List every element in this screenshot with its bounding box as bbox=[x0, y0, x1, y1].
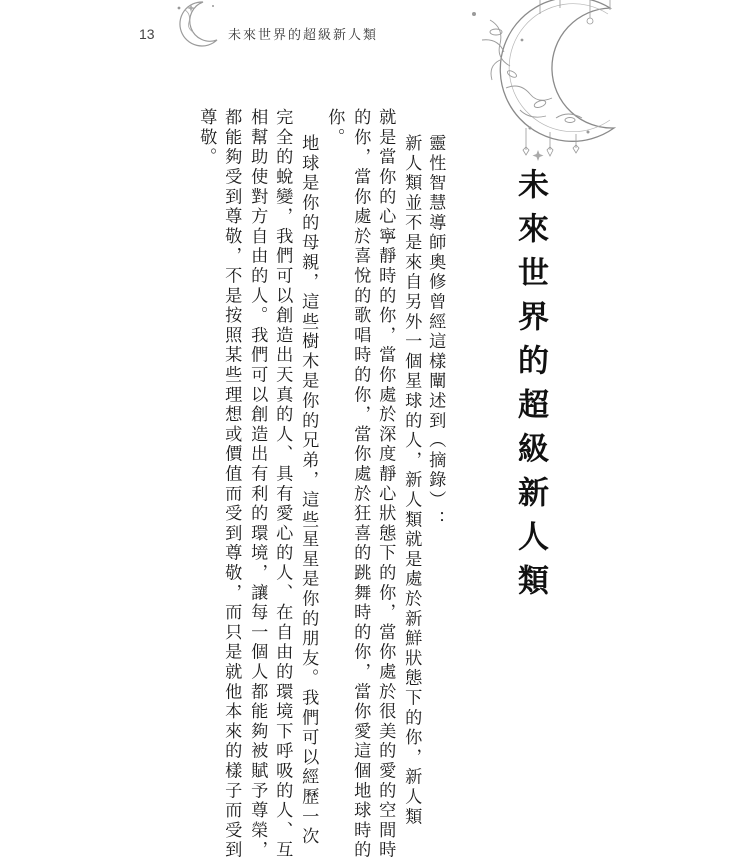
body-line: 靈性智慧導師奧修曾經這樣闡述到（摘錄）： bbox=[425, 134, 446, 530]
body-line: 就是當你的心寧靜時的你，當你處於深度靜心狀態下的你，當你處於很美的愛的空間時 bbox=[375, 108, 396, 860]
body-line: 地球是你的母親，這些樹木是你的兄弟，這些星星是你的朋友。我們可以經歷一次 bbox=[298, 134, 319, 847]
body-line: 新人類並不是來自另外一個星球的人，新人類就是處於新鮮狀態下的你，新人類 bbox=[401, 134, 422, 827]
crescent-moon-ornament-large bbox=[460, 0, 630, 170]
chapter-title: 未來世界的超級新人類 bbox=[512, 168, 548, 608]
body-line: 尊敬。 bbox=[196, 108, 217, 168]
body-line: 你。 bbox=[324, 108, 345, 148]
running-title: 未來世界的超級新人類 bbox=[228, 28, 379, 43]
body-line: 完全的蛻變，我們可以創造出天真的人、具有愛心的人、在自由的環境下呼吸的人、互 bbox=[272, 108, 293, 860]
page-number: 13 bbox=[139, 26, 155, 42]
body-line: 相幫助使對方自由的人。我們可以創造出有利的環境，讓每一個人都能夠被賦予尊榮， bbox=[247, 108, 268, 860]
body-line: 的你，當你處於喜悅的歌唱時的你，當你處於狂喜的跳舞時的你，當你愛這個地球時的 bbox=[350, 108, 371, 860]
crescent-moon-ornament-small bbox=[165, 0, 225, 48]
body-line: 都能夠受到尊敬，不是按照某些理想或價值而受到尊敬，而只是就他本來的樣子而受到 bbox=[221, 108, 242, 860]
